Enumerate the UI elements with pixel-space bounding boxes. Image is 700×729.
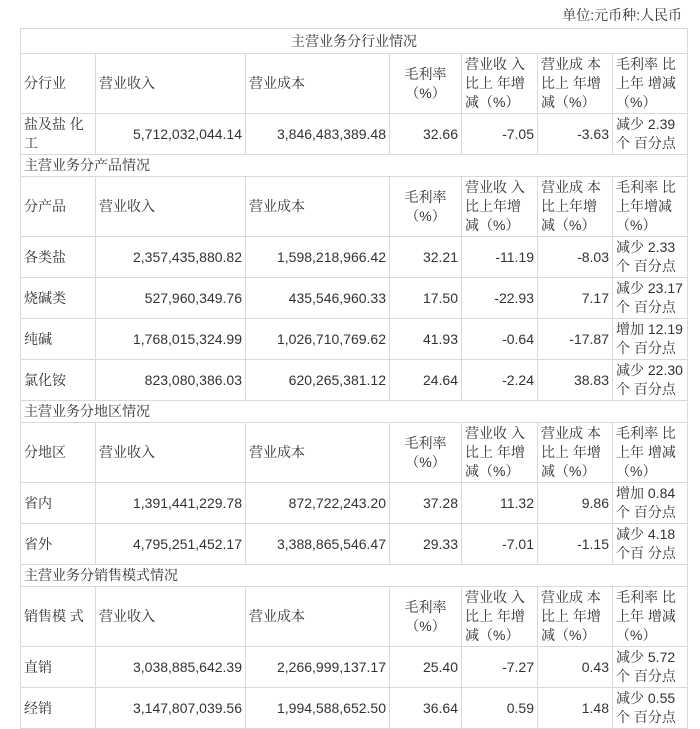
table-title: 主营业务分行业情况 [21, 29, 688, 54]
table-cell: 29.33 [390, 524, 462, 565]
header-row [21, 177, 688, 237]
table-cell: -17.87 [538, 319, 613, 360]
table-cell: 减少 2.33 个 百分点 [613, 237, 688, 278]
table-cell: 3,147,807,039.56 [96, 688, 246, 729]
table-cell: 减少 2.39 个 百分点 [613, 114, 688, 155]
table-cell: 7.17 [538, 278, 613, 319]
table-row [21, 483, 688, 524]
table-cell: 1,768,015,324.99 [96, 319, 246, 360]
column-header: 毛利率（%） [390, 177, 462, 237]
table-cell: 36.64 [390, 688, 462, 729]
column-header: 营业收 入比上年增减（%） [462, 177, 538, 237]
section-title-row [21, 565, 688, 587]
table-cell: 2,266,999,137.17 [246, 647, 390, 688]
column-header: 营业收 入比上 年增减（%） [462, 423, 538, 483]
table-cell: 1.48 [538, 688, 613, 729]
row-label: 省内 [21, 483, 96, 524]
row-label: 烧碱类 [21, 278, 96, 319]
column-header: 营业收 入比上 年增减（%） [462, 587, 538, 647]
table-cell: 41.93 [390, 319, 462, 360]
column-header: 营业成 本比上 年增减（%） [538, 587, 613, 647]
column-header: 营业收入 [96, 423, 246, 483]
main-business-table [20, 28, 688, 729]
table-row [21, 524, 688, 565]
table-cell: -7.27 [462, 647, 538, 688]
column-header: 毛利率 比上年 增减（%） [613, 54, 688, 114]
column-header: 毛利率（%） [390, 54, 462, 114]
column-header: 营业收入 [96, 587, 246, 647]
column-header: 营业成 本比上 年增减（%） [538, 423, 613, 483]
table-cell: 增加 0.84 个 百分点 [613, 483, 688, 524]
table-cell: 减少 4.18 个百 分点 [613, 524, 688, 565]
section-title-row [21, 155, 688, 177]
row-label: 盐及盐 化工 [21, 114, 96, 155]
table-cell: -7.01 [462, 524, 538, 565]
column-header: 营业成本 [246, 54, 390, 114]
table-cell: 37.28 [390, 483, 462, 524]
table-cell: 620,265,381.12 [246, 360, 390, 401]
column-header: 毛利率 比上年 增减（%） [613, 423, 688, 483]
column-header: 营业成本 [246, 587, 390, 647]
column-header: 毛利率 比上年增减（%） [613, 177, 688, 237]
column-header: 营业成 本比上 年增减（%） [538, 54, 613, 114]
header-row [21, 423, 688, 483]
column-header: 分地区 [21, 423, 96, 483]
column-header: 营业收入 [96, 54, 246, 114]
table-cell: 3,038,885,642.39 [96, 647, 246, 688]
table-cell: 1,026,710,769.62 [246, 319, 390, 360]
row-label: 纯碱 [21, 319, 96, 360]
table-cell: 2,357,435,880.82 [96, 237, 246, 278]
table-cell: 3,388,865,546.47 [246, 524, 390, 565]
section-title: 主营业务分产品情况 [21, 155, 688, 177]
table-cell: 0.43 [538, 647, 613, 688]
table-cell: -8.03 [538, 237, 613, 278]
column-header: 营业收 入比上 年增减（%） [462, 54, 538, 114]
column-header: 毛利率（%） [390, 587, 462, 647]
table-row [21, 237, 688, 278]
currency-unit-label: 单位:元币种:人民币 [562, 7, 682, 23]
section-title: 主营业务分销售模式情况 [21, 565, 688, 587]
table-cell: 527,960,349.76 [96, 278, 246, 319]
row-label: 直销 [21, 647, 96, 688]
table-cell: 1,391,441,229.78 [96, 483, 246, 524]
table-cell: -1.15 [538, 524, 613, 565]
table-cell: 3,846,483,389.48 [246, 114, 390, 155]
column-header: 毛利率（%） [390, 423, 462, 483]
table-cell: 0.59 [462, 688, 538, 729]
table-row [21, 647, 688, 688]
column-header: 营业成本 [246, 423, 390, 483]
row-label: 省外 [21, 524, 96, 565]
table-cell: 增加 12.19 个 百分点 [613, 319, 688, 360]
table-cell: 减少 23.17 个 百分点 [613, 278, 688, 319]
row-label: 经销 [21, 688, 96, 729]
row-label: 氯化铵 [21, 360, 96, 401]
table-cell: 25.40 [390, 647, 462, 688]
table-cell: 11.32 [462, 483, 538, 524]
table-row [21, 688, 688, 729]
header-row [21, 587, 688, 647]
table-cell: -3.63 [538, 114, 613, 155]
table-cell: 减少 0.55 个 百分点 [613, 688, 688, 729]
table-cell: -2.24 [462, 360, 538, 401]
column-header: 分行业 [21, 54, 96, 114]
column-header: 销售模 式 [21, 587, 96, 647]
table-cell: 4,795,251,452.17 [96, 524, 246, 565]
table-cell: 38.83 [538, 360, 613, 401]
table-row [21, 278, 688, 319]
table-cell: 32.21 [390, 237, 462, 278]
column-header: 分产品 [21, 177, 96, 237]
table-cell: 823,080,386.03 [96, 360, 246, 401]
table-cell: 减少 5.72 个 百分点 [613, 647, 688, 688]
table-cell: 32.66 [390, 114, 462, 155]
table-cell: 24.64 [390, 360, 462, 401]
column-header: 毛利率 比上年 增减（%） [613, 587, 688, 647]
header-row [21, 54, 688, 114]
table-cell: 1,598,218,966.42 [246, 237, 390, 278]
table-row [21, 319, 688, 360]
table-cell: 9.86 [538, 483, 613, 524]
column-header: 营业成本 [246, 177, 390, 237]
table-row [21, 360, 688, 401]
table-cell: 减少 22.30 个 百分点 [613, 360, 688, 401]
table-cell: 17.50 [390, 278, 462, 319]
table-cell: 872,722,243.20 [246, 483, 390, 524]
section-title-row [21, 401, 688, 423]
table-cell: 5,712,032,044.14 [96, 114, 246, 155]
section-title: 主营业务分地区情况 [21, 401, 688, 423]
table-cell: -7.05 [462, 114, 538, 155]
table-cell: -0.64 [462, 319, 538, 360]
table-cell: -22.93 [462, 278, 538, 319]
table-cell: 435,546,960.33 [246, 278, 390, 319]
table-row [21, 114, 688, 155]
table-cell: -11.19 [462, 237, 538, 278]
column-header: 营业成 本比上年增减（%） [538, 177, 613, 237]
row-label: 各类盐 [21, 237, 96, 278]
column-header: 营业收入 [96, 177, 246, 237]
table-cell: 1,994,588,652.50 [246, 688, 390, 729]
